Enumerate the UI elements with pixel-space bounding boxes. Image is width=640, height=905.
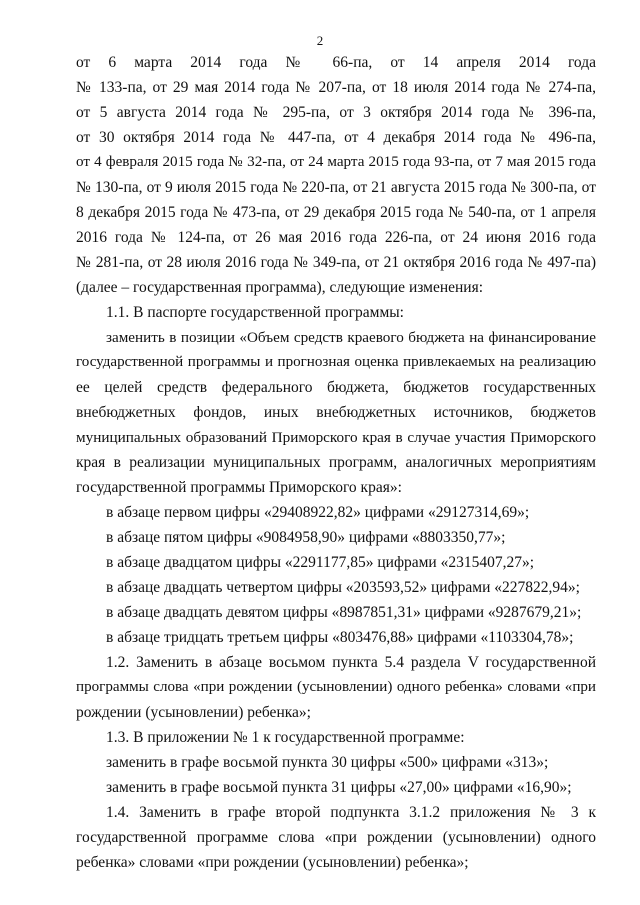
text-line: государственной программе слова «при рождении (усыновлении) одного	[76, 829, 596, 846]
text-line: от 5 августа 2014 года № 295-па, от 3 октября 2014 года № 396-па,	[76, 104, 596, 121]
text-line: 1.1. В паспорте государственной программы:	[106, 304, 404, 321]
text-line: ребенка» словами «при рождении (усыновлении) ребенка»;	[76, 854, 469, 871]
text-line: 2016 года № 124-па, от 26 мая 2016 года 226-па, от 24 июня 2016 года	[76, 229, 596, 246]
text-line: № 130-па, от 9 июля 2015 года № 220-па, от 21 августа 2015 года № 300-па, от	[76, 179, 596, 196]
text-line: от 6 марта 2014 года № 66-па, от 14 апреля 2014 года	[76, 54, 596, 71]
text-line: 8 декабря 2015 года № 473-па, от 29 декабря 2015 года № 540-па, от 1 апреля	[76, 204, 596, 221]
text-line: (далее – государственная программа), следующие изменения:	[76, 279, 484, 296]
text-line: 1.3. В приложении № 1 к государственной программе:	[106, 729, 465, 746]
text-line: в абзаце первом цифры «29408922,82» цифрами «29127314,69»;	[106, 504, 530, 521]
text-line: от 4 февраля 2015 года № 32-па, от 24 марта 2015 года 93-па, от 7 мая 2015 года	[76, 154, 596, 170]
text-line: ее целей средств федерального бюджета, бюджетов государственных	[76, 379, 596, 396]
text-line: программы слова «при рождении (усыновлении) одного ребенка» словами «при	[76, 679, 596, 695]
text-line: заменить в графе восьмой пункта 31 цифры «27,00» цифрами «16,90»;	[106, 779, 572, 796]
text-line: в абзаце пятом цифры «9084958,90» цифрами «8803350,77»;	[106, 529, 506, 546]
text-line: от 30 октября 2014 года № 447-па, от 4 декабря 2014 года № 496-па,	[76, 129, 596, 146]
text-line: в абзаце двадцать девятом цифры «8987851,31» цифрами «9287679,21»;	[106, 604, 582, 621]
text-line: в абзаце двадцатом цифры «2291177,85» цифрами «2315407,27»;	[106, 554, 535, 571]
text-line: государственной программы Приморского края»:	[76, 479, 402, 496]
text-line: края в реализации муниципальных программ, аналогичных мероприятиям	[76, 454, 596, 471]
page-number: 2	[316, 33, 324, 48]
text-line: 1.2. Заменить в абзаце восьмом пункта 5.4 раздела V государственной	[106, 654, 596, 671]
text-line: № 133-па, от 29 мая 2014 года № 207-па, от 18 июля 2014 года № 274-па,	[76, 79, 596, 96]
text-line: государственной программы и прогнозная оценка привлекаемых на реализацию	[76, 354, 596, 370]
text-line: заменить в позиции «Объем средств краевого бюджета на финансирование	[106, 329, 596, 346]
text-line: в абзаце тридцать третьем цифры «803476,88» цифрами «1103304,78»;	[106, 629, 574, 646]
text-line: 1.4. Заменить в графе второй подпункта 3.1.2 приложения № 3 к	[106, 804, 596, 821]
text-line: муниципальных образований Приморского края в случае участия Приморского	[76, 429, 596, 446]
text-line: № 281-па, от 28 июля 2016 года № 349-па, от 21 октября 2016 года № 497-па)	[76, 254, 596, 271]
text-line: заменить в графе восьмой пункта 30 цифры «500» цифрами «313»;	[106, 754, 549, 771]
text-line: рождении (усыновлении) ребенка»;	[76, 704, 311, 721]
text-line: внебюджетных фондов, иных внебюджетных источников, бюджетов	[76, 404, 596, 421]
document-body	[76, 50, 596, 875]
text-line: в абзаце двадцать четвертом цифры «203593,52» цифрами «227822,94»;	[106, 579, 580, 596]
